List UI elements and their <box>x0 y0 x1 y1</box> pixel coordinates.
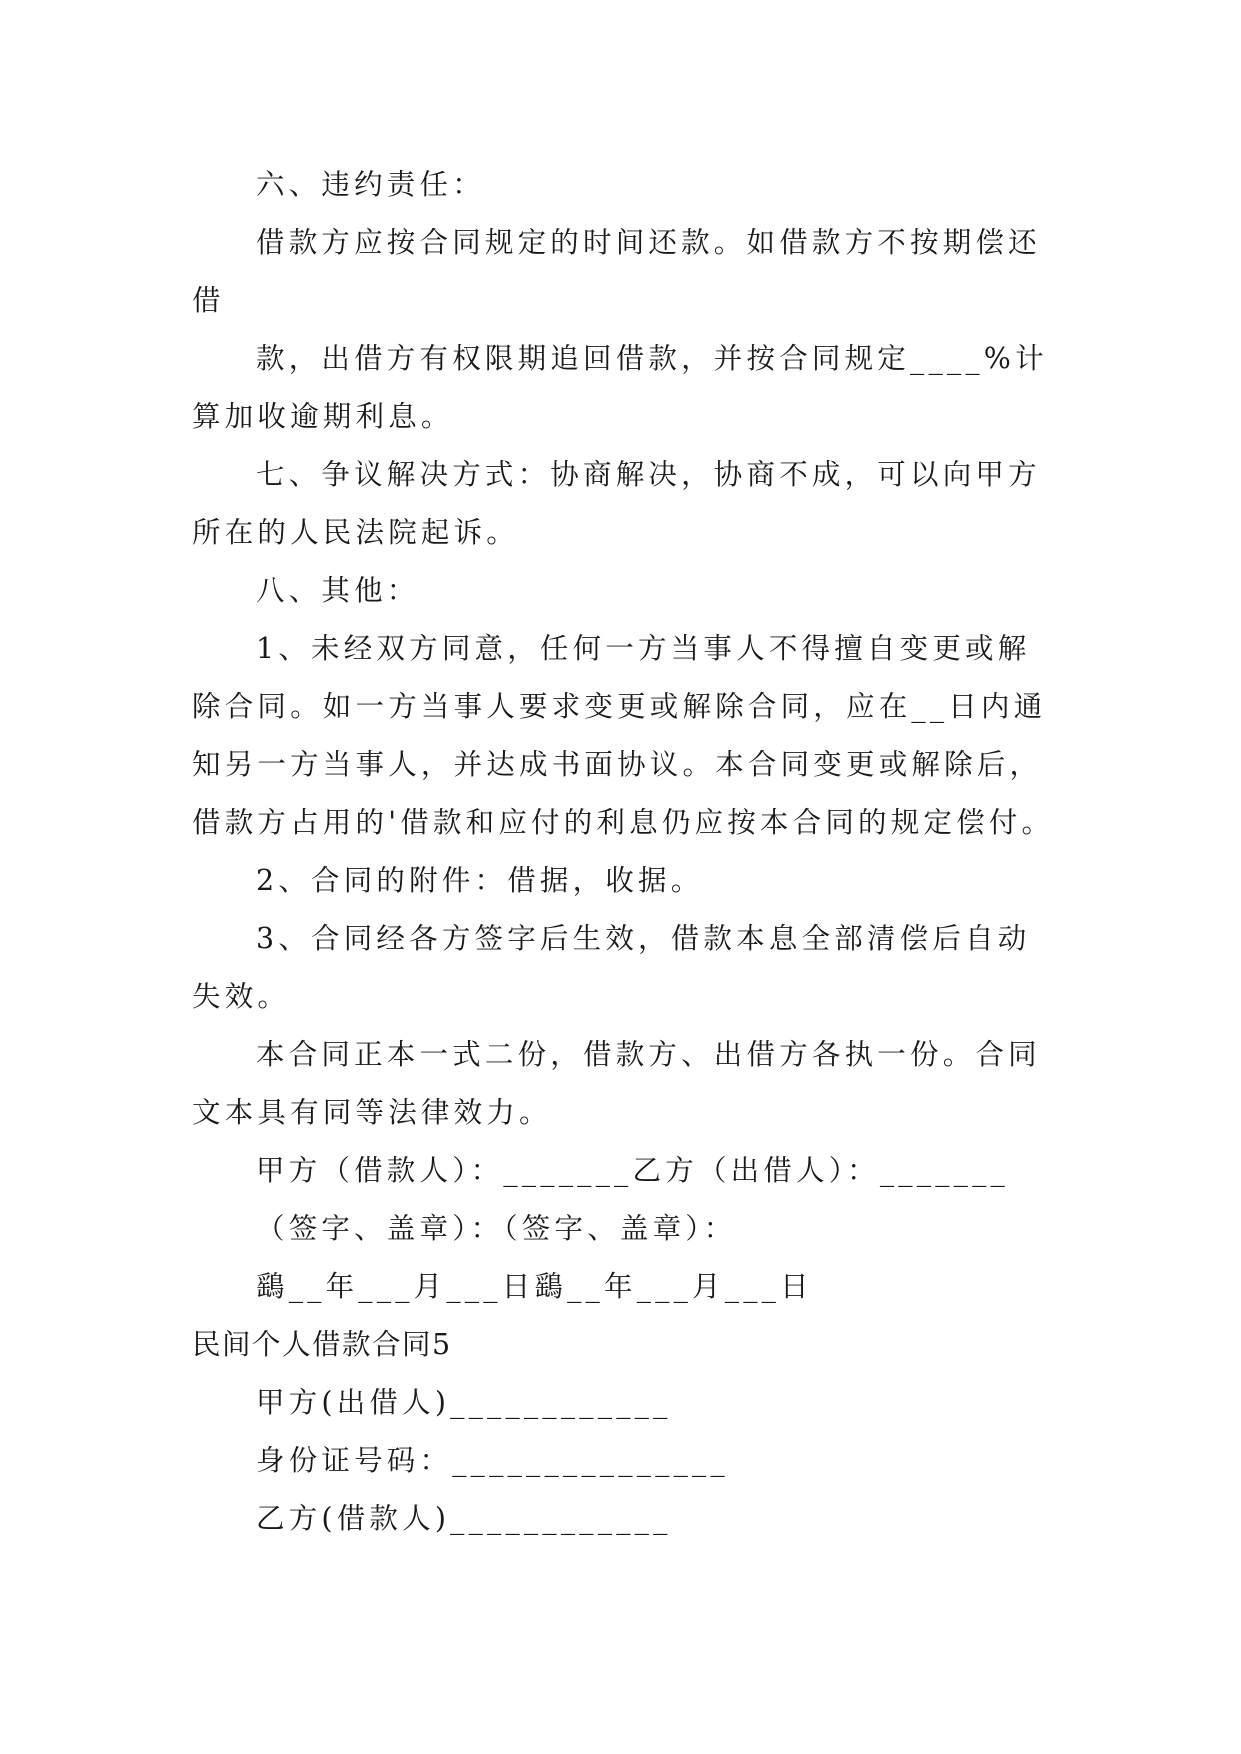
paragraph-line: 1、未经双方同意，任何一方当事人不得擅自变更或解 <box>256 632 1031 665</box>
paragraph-line: 算加收逾期利息。 <box>192 400 454 433</box>
paragraph-line: 借 <box>192 284 225 317</box>
paragraph-line: 文本具有同等法律效力。 <box>192 1096 552 1129</box>
paragraph-line: 借款方占用的'借款和应付的利息仍应按本合同的规定偿付。 <box>192 806 1055 839</box>
signature-stamp-line: （签字、盖章）：（签字、盖章）： <box>256 1212 737 1245</box>
paragraph-line: 3、合同经各方签字后生效，借款本息全部清偿后自动 <box>256 922 1031 955</box>
borrower-field-line: 乙方(借款人)____________ <box>256 1502 672 1535</box>
paragraph-line: 本合同正本一式二份，借款方、出借方各执一份。合同 <box>256 1038 1041 1071</box>
paragraph-line: 知另一方当事人，并达成书面协议。本合同变更或解除后， <box>192 748 1043 781</box>
paragraph-line: 所在的人民法院起诉。 <box>192 516 520 549</box>
paragraph-line: 2、合同的附件：借据，收据。 <box>256 864 704 897</box>
signature-parties-line: 甲方（借款人）：_______乙方（出借人）：_______ <box>256 1154 1010 1187</box>
paragraph-line: 除合同。如一方当事人要求变更或解除合同，应在__日内通 <box>192 690 1047 723</box>
lender-field-line: 甲方(出借人)____________ <box>256 1386 672 1419</box>
section-8-heading: 八、其他： <box>256 574 420 607</box>
paragraph-line: 款，出借方有权限期追回借款，并按合同规定____%计 <box>256 342 1048 375</box>
contract-title: 民间个人借款合同5 <box>192 1328 452 1361</box>
paragraph-line: 失效。 <box>192 980 291 1013</box>
id-number-field-line: 身份证号码：_______________ <box>256 1444 729 1477</box>
section-7-heading: 七、争议解决方式：协商解决，协商不成，可以向甲方 <box>256 458 1041 491</box>
signature-date-line: 鷂__年___月___日鷂__年___月___日 <box>256 1270 813 1303</box>
paragraph-line: 借款方应按合同规定的时间还款。如借款方不按期偿还 <box>256 226 1041 259</box>
section-6-heading: 六、违约责任： <box>256 168 485 201</box>
